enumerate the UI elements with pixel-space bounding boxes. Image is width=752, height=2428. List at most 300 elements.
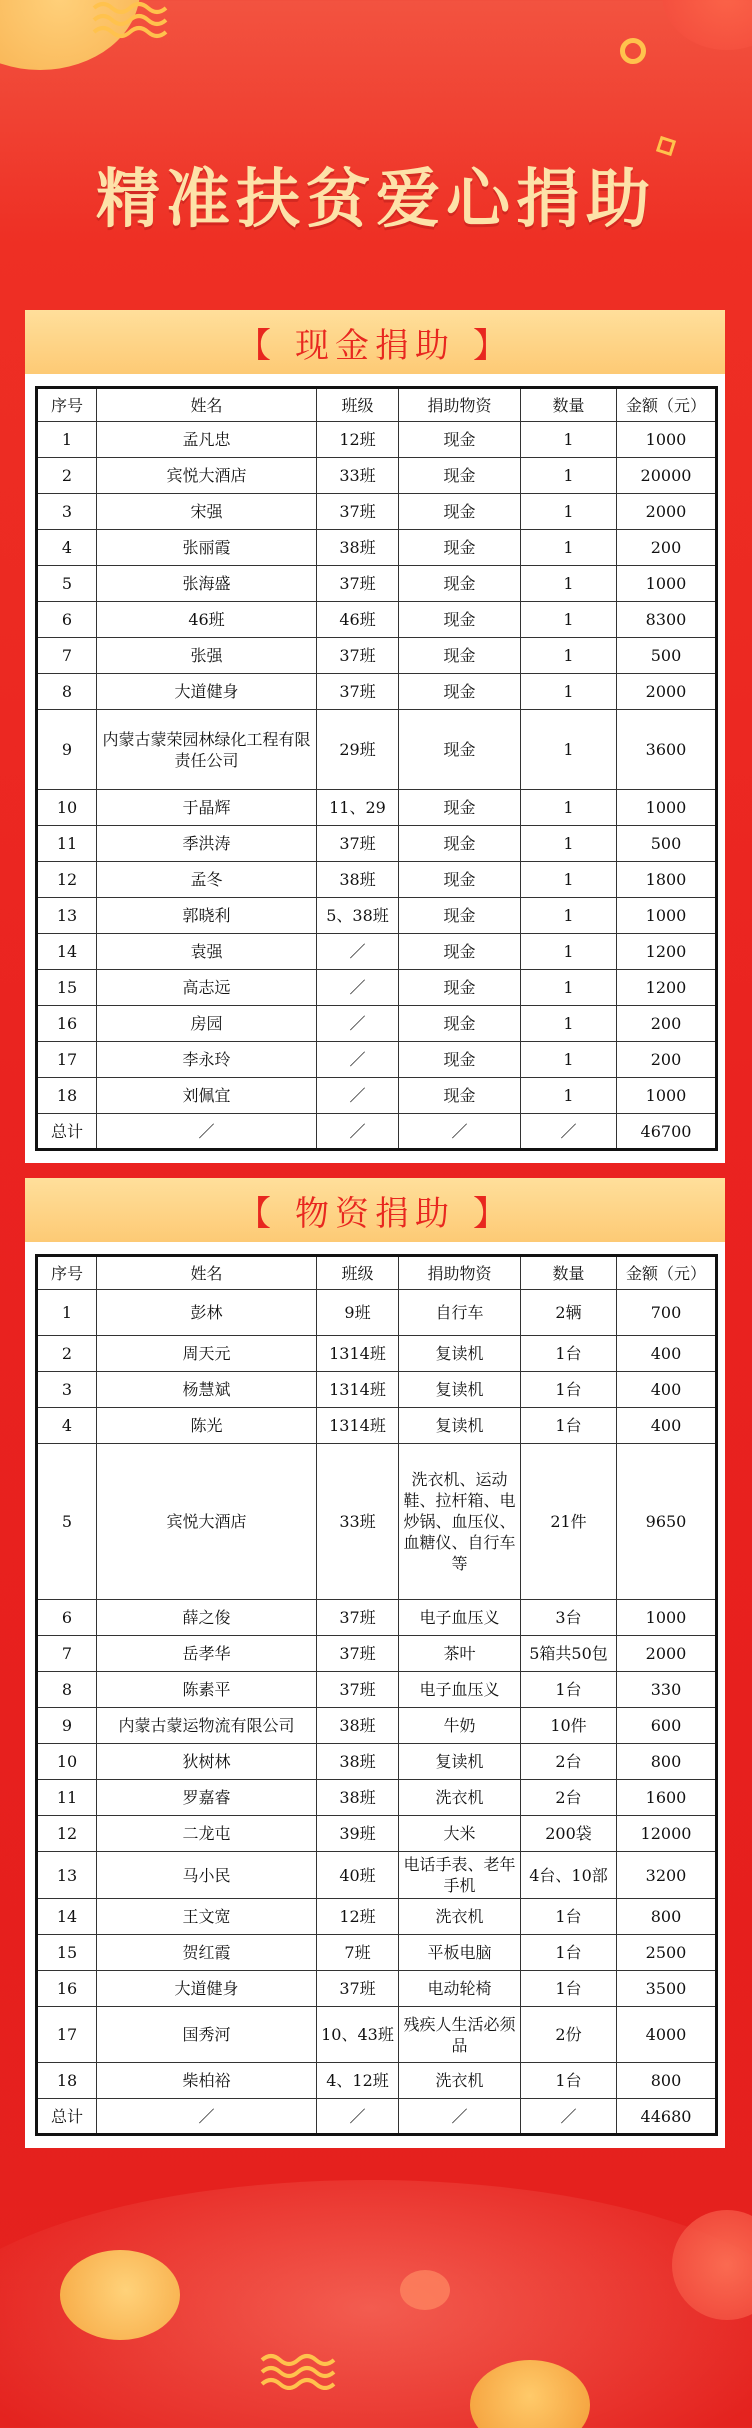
decorative-circle <box>60 2250 180 2340</box>
table-cell: 二龙屯 <box>97 1816 317 1852</box>
table-cell: 复读机 <box>399 1372 521 1408</box>
table-cell: 9班 <box>317 1290 399 1336</box>
table-cell: 1台 <box>521 1935 617 1971</box>
column-header: 姓名 <box>97 388 317 422</box>
table-cell: 800 <box>617 1744 717 1780</box>
table-cell: ／ <box>317 1042 399 1078</box>
table-cell: 10、43班 <box>317 2007 399 2063</box>
table-cell: 400 <box>617 1372 717 1408</box>
table-cell: 12000 <box>617 1816 717 1852</box>
table-cell: 牛奶 <box>399 1708 521 1744</box>
table-cell: 2000 <box>617 494 717 530</box>
table-cell: 38班 <box>317 1780 399 1816</box>
table-cell: 1800 <box>617 862 717 898</box>
table-cell: 孟凡忠 <box>97 422 317 458</box>
table-cell: 1 <box>521 494 617 530</box>
table-row <box>37 1290 717 1336</box>
column-header: 金额（元） <box>617 388 717 422</box>
table-cell: 洗衣机、运动鞋、拉杆箱、电炒锅、血压仪、血糖仪、自行车等 <box>399 1444 521 1600</box>
table-cell: 季洪涛 <box>97 826 317 862</box>
table-cell: 现金 <box>399 934 521 970</box>
table-cell: 5 <box>37 1444 97 1600</box>
table-cell: 1000 <box>617 790 717 826</box>
table-cell: ／ <box>97 1114 317 1150</box>
table-cell: ／ <box>521 1114 617 1150</box>
table-row <box>37 530 717 566</box>
table-cell: 46班 <box>97 602 317 638</box>
table-row <box>37 494 717 530</box>
table-row <box>37 1042 717 1078</box>
column-header: 数量 <box>521 1256 617 1290</box>
table-cell: 1 <box>521 934 617 970</box>
table-total-row <box>37 1114 717 1150</box>
table-cell: 张海盛 <box>97 566 317 602</box>
table-cell: 1314班 <box>317 1372 399 1408</box>
table-cell: 袁强 <box>97 934 317 970</box>
table-cell: 1 <box>521 638 617 674</box>
table-row <box>37 1780 717 1816</box>
table-cell: 4 <box>37 530 97 566</box>
table-cell: 1台 <box>521 1672 617 1708</box>
table-cell: 1台 <box>521 1372 617 1408</box>
table-cell: 陈光 <box>97 1408 317 1444</box>
table-cell: 38班 <box>317 530 399 566</box>
table-cell: 罗嘉睿 <box>97 1780 317 1816</box>
table-cell: ／ <box>317 2099 399 2135</box>
table-cell: 电动轮椅 <box>399 1971 521 2007</box>
table-cell: 总计 <box>37 1114 97 1150</box>
table-cell: 1台 <box>521 2063 617 2099</box>
table-cell: ／ <box>521 2099 617 2135</box>
table-cell: 现金 <box>399 602 521 638</box>
table-cell: 李永玲 <box>97 1042 317 1078</box>
cash-donation-table <box>35 386 718 1151</box>
table-cell: ／ <box>399 2099 521 2135</box>
table-cell: 现金 <box>399 494 521 530</box>
goods-donation-table <box>35 1254 718 2136</box>
table-cell: 12 <box>37 862 97 898</box>
table-cell: 29班 <box>317 710 399 790</box>
table-cell: 15 <box>37 970 97 1006</box>
table-cell: 现金 <box>399 862 521 898</box>
table-row <box>37 1336 717 1372</box>
table-cell: 1000 <box>617 566 717 602</box>
table-total-row <box>37 2099 717 2135</box>
table-cell: 平板电脑 <box>399 1935 521 1971</box>
table-cell: 狄树林 <box>97 1744 317 1780</box>
table-cell: 现金 <box>399 710 521 790</box>
table-cell: 周天元 <box>97 1336 317 1372</box>
table-cell: 13 <box>37 1852 97 1899</box>
table-cell: 国秀河 <box>97 2007 317 2063</box>
table-cell: 9650 <box>617 1444 717 1600</box>
table-row <box>37 1852 717 1899</box>
table-cell: 7班 <box>317 1935 399 1971</box>
table-cell: 总计 <box>37 2099 97 2135</box>
table-cell: 1 <box>521 1042 617 1078</box>
table-cell: 茶叶 <box>399 1636 521 1672</box>
table-row <box>37 1444 717 1600</box>
table-cell: 5 <box>37 566 97 602</box>
table-row <box>37 1899 717 1935</box>
table-header-row <box>37 388 717 422</box>
table-cell: 电话手表、老年手机 <box>399 1852 521 1899</box>
table-cell: 38班 <box>317 862 399 898</box>
table-cell: 内蒙古蒙荣园林绿化工程有限责任公司 <box>97 710 317 790</box>
table-cell: 2 <box>37 458 97 494</box>
table-cell: 3台 <box>521 1600 617 1636</box>
table-cell: 20000 <box>617 458 717 494</box>
table-cell: 1 <box>521 566 617 602</box>
table-cell: 1 <box>37 422 97 458</box>
table-cell: 洗衣机 <box>399 2063 521 2099</box>
table-row <box>37 898 717 934</box>
table-cell: 37班 <box>317 674 399 710</box>
table-cell: 2500 <box>617 1935 717 1971</box>
table-cell: 1600 <box>617 1780 717 1816</box>
table-row <box>37 1600 717 1636</box>
table-cell: 4 <box>37 1408 97 1444</box>
table-row <box>37 602 717 638</box>
heading-bracket-left: 【 <box>237 325 277 366</box>
table-cell: ／ <box>317 1078 399 1114</box>
table-cell: 现金 <box>399 790 521 826</box>
table-cell: 10件 <box>521 1708 617 1744</box>
table-row <box>37 862 717 898</box>
table-cell: 46700 <box>617 1114 717 1150</box>
table-cell: 宋强 <box>97 494 317 530</box>
table-cell: 电子血压义 <box>399 1672 521 1708</box>
table-cell: 7 <box>37 1636 97 1672</box>
table-cell: 孟冬 <box>97 862 317 898</box>
column-header: 班级 <box>317 1256 399 1290</box>
table-cell: 9 <box>37 710 97 790</box>
table-cell: 10 <box>37 1744 97 1780</box>
table-cell: 18 <box>37 1078 97 1114</box>
table-cell: 现金 <box>399 458 521 494</box>
table-row <box>37 1636 717 1672</box>
table-cell: 1台 <box>521 1971 617 2007</box>
table-row <box>37 674 717 710</box>
table-cell: 现金 <box>399 1078 521 1114</box>
table-cell: 1 <box>521 1006 617 1042</box>
table-cell: 37班 <box>317 1600 399 1636</box>
table-row <box>37 1672 717 1708</box>
table-cell: 1 <box>521 898 617 934</box>
decorative-wave-icon <box>92 0 172 40</box>
table-cell: 12班 <box>317 1899 399 1935</box>
table-row <box>37 1078 717 1114</box>
table-cell: 1000 <box>617 422 717 458</box>
table-cell: 17 <box>37 1042 97 1078</box>
table-cell: 1 <box>521 674 617 710</box>
table-cell: 现金 <box>399 566 521 602</box>
table-cell: 自行车 <box>399 1290 521 1336</box>
table-cell: 1 <box>521 862 617 898</box>
table-cell: 11 <box>37 826 97 862</box>
table-cell: 大米 <box>399 1816 521 1852</box>
table-cell: 37班 <box>317 638 399 674</box>
table-cell: 330 <box>617 1672 717 1708</box>
table-cell: 15 <box>37 1935 97 1971</box>
table-cell: 400 <box>617 1336 717 1372</box>
table-cell: 21件 <box>521 1444 617 1600</box>
table-cell: 600 <box>617 1708 717 1744</box>
table-cell: 1000 <box>617 1600 717 1636</box>
table-row <box>37 1744 717 1780</box>
table-row <box>37 970 717 1006</box>
table-cell: 复读机 <box>399 1744 521 1780</box>
decorative-wave-icon <box>260 2350 340 2390</box>
table-cell: 5、38班 <box>317 898 399 934</box>
table-cell: 2辆 <box>521 1290 617 1336</box>
table-cell: 1 <box>521 970 617 1006</box>
table-cell: 1 <box>37 1290 97 1336</box>
table-cell: 14 <box>37 934 97 970</box>
column-header: 姓名 <box>97 1256 317 1290</box>
table-cell: 400 <box>617 1408 717 1444</box>
column-header: 捐助物资 <box>399 388 521 422</box>
goods-donation-section <box>25 1178 725 2148</box>
table-cell: 11、29 <box>317 790 399 826</box>
table-cell: 张丽霞 <box>97 530 317 566</box>
cash-donation-section <box>25 310 725 1163</box>
table-row <box>37 710 717 790</box>
heading-bracket-right: 】 <box>473 1193 513 1234</box>
table-cell: 700 <box>617 1290 717 1336</box>
table-cell: 1000 <box>617 898 717 934</box>
table-cell: 1 <box>521 422 617 458</box>
table-cell: 现金 <box>399 1006 521 1042</box>
table-cell: 1台 <box>521 1408 617 1444</box>
table-cell: 5箱共50包 <box>521 1636 617 1672</box>
table-cell: 2000 <box>617 674 717 710</box>
table-cell: 现金 <box>399 638 521 674</box>
table-cell: ／ <box>317 934 399 970</box>
table-cell: 17 <box>37 2007 97 2063</box>
bottom-decoration <box>0 2150 752 2428</box>
table-cell: 现金 <box>399 1042 521 1078</box>
table-cell: ／ <box>399 1114 521 1150</box>
table-cell: 12班 <box>317 422 399 458</box>
table-cell: 王文宽 <box>97 1899 317 1935</box>
table-cell: 200袋 <box>521 1816 617 1852</box>
table-row <box>37 1006 717 1042</box>
table-cell: 1 <box>521 602 617 638</box>
table-cell: ／ <box>317 1114 399 1150</box>
table-cell: 2 <box>37 1336 97 1372</box>
table-cell: 1 <box>521 530 617 566</box>
table-cell: 宾悦大酒店 <box>97 458 317 494</box>
table-cell: 13 <box>37 898 97 934</box>
table-cell: 8 <box>37 674 97 710</box>
table-cell: 复读机 <box>399 1408 521 1444</box>
table-cell: 16 <box>37 1971 97 2007</box>
table-row <box>37 790 717 826</box>
table-row <box>37 1935 717 1971</box>
table-cell: 3200 <box>617 1852 717 1899</box>
column-header: 金额（元） <box>617 1256 717 1290</box>
table-row <box>37 826 717 862</box>
table-cell: 刘佩宜 <box>97 1078 317 1114</box>
table-header-row <box>37 1256 717 1290</box>
table-cell: 张强 <box>97 638 317 674</box>
table-cell: 2台 <box>521 1744 617 1780</box>
table-cell: 现金 <box>399 530 521 566</box>
page-title: 精准扶贫爱心捐助 <box>96 163 656 237</box>
table-cell: 37班 <box>317 826 399 862</box>
table-cell: 37班 <box>317 566 399 602</box>
table-cell: 陈素平 <box>97 1672 317 1708</box>
table-cell: 现金 <box>399 898 521 934</box>
table-cell: 电子血压义 <box>399 1600 521 1636</box>
table-cell: 1 <box>521 710 617 790</box>
table-cell: 33班 <box>317 1444 399 1600</box>
heading-bracket-right: 】 <box>473 325 513 366</box>
table-cell: ／ <box>97 2099 317 2135</box>
section-heading <box>25 310 725 374</box>
table-row <box>37 934 717 970</box>
table-cell: 18 <box>37 2063 97 2099</box>
table-cell: 14 <box>37 1899 97 1935</box>
column-header: 数量 <box>521 388 617 422</box>
table-cell: 38班 <box>317 1744 399 1780</box>
table-cell: 800 <box>617 1899 717 1935</box>
table-cell: 4台、10部 <box>521 1852 617 1899</box>
table-cell: 房园 <box>97 1006 317 1042</box>
table-cell: 3 <box>37 494 97 530</box>
table-cell: 薛之俊 <box>97 1600 317 1636</box>
table-row <box>37 1971 717 2007</box>
table-row <box>37 1708 717 1744</box>
table-cell: 2台 <box>521 1780 617 1816</box>
table-cell: 现金 <box>399 826 521 862</box>
table-cell: 洗衣机 <box>399 1899 521 1935</box>
table-cell: 现金 <box>399 422 521 458</box>
table-cell: 37班 <box>317 1672 399 1708</box>
table-cell: 岳孝华 <box>97 1636 317 1672</box>
table-cell: 500 <box>617 826 717 862</box>
table-cell: 3500 <box>617 1971 717 2007</box>
heading-bracket-left: 【 <box>237 1193 277 1234</box>
table-cell: 16 <box>37 1006 97 1042</box>
table-cell: 9 <box>37 1708 97 1744</box>
decorative-circle <box>662 0 752 50</box>
column-header: 序号 <box>37 1256 97 1290</box>
table-cell: 2000 <box>617 1636 717 1672</box>
table-cell: 12 <box>37 1816 97 1852</box>
table-cell: 39班 <box>317 1816 399 1852</box>
table-row <box>37 638 717 674</box>
table-cell: 1000 <box>617 1078 717 1114</box>
table-cell: 2份 <box>521 2007 617 2063</box>
table-cell: 500 <box>617 638 717 674</box>
table-cell: 6 <box>37 1600 97 1636</box>
table-cell: 8 <box>37 1672 97 1708</box>
table-cell: 44680 <box>617 2099 717 2135</box>
table-cell: 洗衣机 <box>399 1780 521 1816</box>
table-cell: 200 <box>617 1042 717 1078</box>
table-cell: 38班 <box>317 1708 399 1744</box>
table-cell: 马小民 <box>97 1852 317 1899</box>
table-cell: 1 <box>521 790 617 826</box>
table-cell: 37班 <box>317 1636 399 1672</box>
table-cell: 大道健身 <box>97 1971 317 2007</box>
table-cell: 1台 <box>521 1899 617 1935</box>
table-cell: 40班 <box>317 1852 399 1899</box>
table-row <box>37 2063 717 2099</box>
table-cell: 6 <box>37 602 97 638</box>
table-cell: 200 <box>617 530 717 566</box>
table-cell: 800 <box>617 2063 717 2099</box>
table-cell: 200 <box>617 1006 717 1042</box>
column-header: 班级 <box>317 388 399 422</box>
table-cell: 37班 <box>317 494 399 530</box>
table-cell: 10 <box>37 790 97 826</box>
table-cell: 郭晓利 <box>97 898 317 934</box>
section-title: 现金捐助 <box>295 325 455 366</box>
section-heading <box>25 1178 725 1242</box>
table-cell: 4、12班 <box>317 2063 399 2099</box>
table-cell: 残疾人生活必须品 <box>399 2007 521 2063</box>
table-cell: 内蒙古蒙运物流有限公司 <box>97 1708 317 1744</box>
table-row <box>37 1408 717 1444</box>
decorative-ring <box>620 38 646 64</box>
table-cell: 8300 <box>617 602 717 638</box>
table-cell: 高志远 <box>97 970 317 1006</box>
column-header: 捐助物资 <box>399 1256 521 1290</box>
table-row <box>37 1372 717 1408</box>
table-cell: 彭林 <box>97 1290 317 1336</box>
table-cell: 3600 <box>617 710 717 790</box>
decorative-circle <box>400 2270 450 2310</box>
table-cell: ／ <box>317 1006 399 1042</box>
table-cell: 贺红霞 <box>97 1935 317 1971</box>
table-cell: 复读机 <box>399 1336 521 1372</box>
table-cell: 杨慧斌 <box>97 1372 317 1408</box>
table-cell: 7 <box>37 638 97 674</box>
section-title: 物资捐助 <box>295 1193 455 1234</box>
table-cell: 宾悦大酒店 <box>97 1444 317 1600</box>
table-cell: 1 <box>521 458 617 494</box>
table-cell: 11 <box>37 1780 97 1816</box>
table-row <box>37 1816 717 1852</box>
table-cell: 现金 <box>399 970 521 1006</box>
table-cell: 1314班 <box>317 1408 399 1444</box>
table-cell: 1200 <box>617 970 717 1006</box>
table-cell: 1 <box>521 826 617 862</box>
table-cell: 1台 <box>521 1336 617 1372</box>
table-cell: 1314班 <box>317 1336 399 1372</box>
table-cell: 3 <box>37 1372 97 1408</box>
table-row <box>37 566 717 602</box>
table-cell: 33班 <box>317 458 399 494</box>
table-cell: 4000 <box>617 2007 717 2063</box>
table-row <box>37 458 717 494</box>
table-cell: 46班 <box>317 602 399 638</box>
table-cell: ／ <box>317 970 399 1006</box>
table-row <box>37 2007 717 2063</box>
table-cell: 现金 <box>399 674 521 710</box>
table-cell: 1 <box>521 1078 617 1114</box>
table-row <box>37 422 717 458</box>
table-cell: 于晶辉 <box>97 790 317 826</box>
table-cell: 37班 <box>317 1971 399 2007</box>
column-header: 序号 <box>37 388 97 422</box>
table-cell: 1200 <box>617 934 717 970</box>
table-cell: 大道健身 <box>97 674 317 710</box>
table-cell: 柴柏裕 <box>97 2063 317 2099</box>
